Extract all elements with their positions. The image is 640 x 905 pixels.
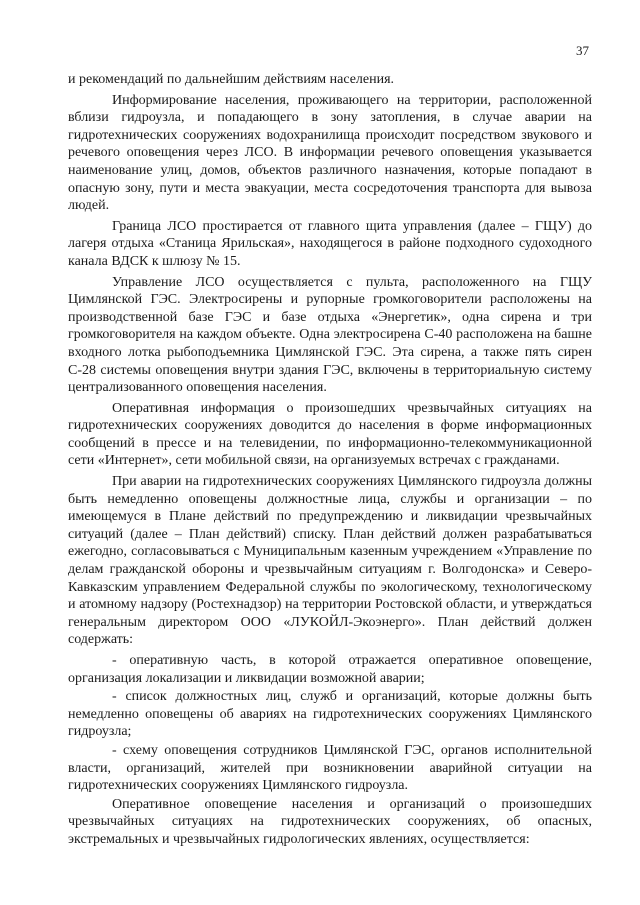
list-item-officials-list: - список должностных лиц, служб и организаций, которые должны быть немедленно оповещены об авариях на гидротехнических сооружениях Цимлянского гидроузла; <box>68 689 592 740</box>
paragraph-lso-boundary: Граница ЛСО простирается от главного щита управления (далее – ГЩУ) до лагеря отдыха «Станица Ярильская», находящегося в районе подходного судоходного канала ВДСК к шлюзу № 15. <box>68 218 592 269</box>
list-item-notification-scheme: - схему оповещения сотрудников Цимлянской ГЭС, органов исполнительной власти, организаций, жителей при возникновении аварийной ситуации на гидротехнических сооружениях Цимлянского гидроузла. <box>68 742 592 794</box>
paragraph-operational-notification: Оперативное оповещение населения и организаций о произошедших чрезвычайных ситуациях на гидротехнических сооружениях, об опасных, экстремальных и чрезвычайных гидрологических явлениях, осуществляется: <box>68 796 592 847</box>
paragraph-accident-notification: При аварии на гидротехнических сооружениях Цимлянского гидроузла должны быть немедленно оповещены должностные лица, службы и организации – по имеющемуся в Плане действий по предупреждению и ликвидации чрезвычайных ситуаций (далее – План действий) списку. План действий должен разрабатываться ежегодно, согласовываться с Муниципальным казенным учреждением «Управление по делам гражданской обороны и чрезвычайным ситуациям г. Волгодонска» и Северо-Кавказским управлением Федеральной службы по экологическому, технологическому и атомному надзору (Ростехнадзор) на территории Ростовской области, и утверждаться генеральным директором ООО «ЛУКОЙЛ-Экоэнерго». План действий должен содержать: <box>68 474 592 648</box>
list-item-operational-part: - оперативную часть, в которой отражается оперативное оповещение, организация локализации и ликвидации возможной аварии; <box>68 653 592 686</box>
paragraph-operational-information: Оперативная информация о произошедших чрезвычайных ситуациях на гидротехнических сооружениях доводится до населения в форме информационных сообщений в прессе и на телевидении, по информационно-телекоммуникационной сети «Интернет», сети мобильной связи, на организуемых встречах с гражданами. <box>68 400 592 469</box>
paragraph-informing-population: Информирование населения, проживающего на территории, расположенной вблизи гидроузла, и попадающего в зону затопления, в случае аварии на гидротехнических сооружениях водохранилища происходит посредством звукового и речевого оповещения через ЛСО. В информации речевого оповещения указывается наименование улиц, домов, объектов различного назначения, которые попадают в опасную зону, пути и места эвакуации, места сосредоточения транспорта для вывоза людей. <box>68 92 592 214</box>
page-number: 37 <box>576 43 589 58</box>
paragraph-continuation: и рекомендаций по дальнейшим действиям населения. <box>68 72 395 87</box>
body-text <box>68 71 592 852</box>
paragraph-lso-control: Управление ЛСО осуществляется с пульта, расположенного на ГЩУ Цимлянской ГЭС. Электросирены и рупорные громкоговорители расположены на производственной базе ГЭС и базе отдыха «Энергетик», одна сирена и три громкоговорителя на каждом объекте. Одна электросирена С-40 расположена на башне входного лотка рыбоподъемника Цимлянской ГЭС. Эта сирена, а также пять сирен С-28 системы оповещения внутри здания ГЭС, включены в территориальную систему централизованного оповещения населения. <box>68 274 592 396</box>
